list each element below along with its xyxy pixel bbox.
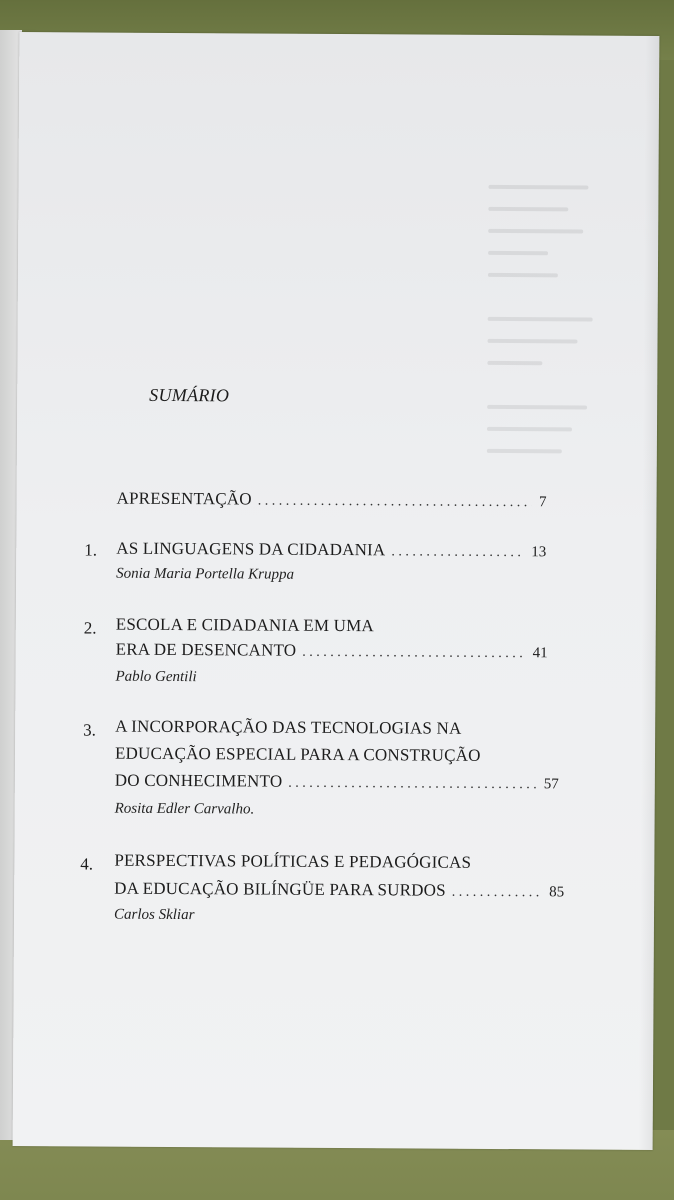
toc-entry-4	[114, 879, 564, 902]
toc-entry-title: APRESENTAÇÃO	[116, 488, 252, 509]
leader-dots	[391, 544, 523, 561]
leader-dots	[452, 885, 541, 902]
show-through-text	[486, 185, 598, 516]
toc-entry-title: DA EDUCAÇÃO BILÍNGÜE PARA SURDOS	[114, 878, 446, 900]
toc-entry-page: 85	[549, 884, 565, 901]
toc-entry-author: Carlos Skliar	[113, 906, 195, 924]
toc-entry-page: 7	[538, 494, 547, 511]
toc-entry-author: Pablo Gentili	[115, 668, 197, 686]
toc-entry-2	[116, 640, 548, 663]
toc-entry-number: 3.	[83, 720, 96, 740]
toc-heading: SUMÁRIO	[149, 384, 230, 406]
toc-entry-title-line: ESCOLA E CIDADANIA EM UMA	[115, 614, 374, 636]
toc-entry-author: Rosita Edler Carvalho.	[114, 800, 255, 818]
toc-entry-presentation	[116, 489, 546, 512]
toc-entry-author: Sonia Maria Portella Kruppa	[116, 565, 295, 583]
leader-dots	[302, 645, 524, 662]
toc-entry-page: 57	[543, 776, 559, 793]
leader-dots	[258, 494, 531, 512]
toc-entry-title-line: EDUCAÇÃO ESPECIAL PARA A CONSTRUÇÃO	[114, 743, 481, 765]
toc-entry-title: ERA DE DESENCANTO	[115, 639, 297, 660]
toc-entry-title-line: PERSPECTIVAS POLÍTICAS E PEDAGÓGICAS	[114, 850, 472, 872]
toc-entry-number: 1.	[84, 540, 98, 560]
toc-entry-page: 41	[532, 645, 548, 662]
toc-entry-page: 13	[531, 544, 547, 561]
toc-entry-title: DO CONHECIMENTO	[114, 770, 283, 791]
book-page	[13, 32, 660, 1150]
toc-entry-title: AS LINGUAGENS DA CIDADANIA	[116, 538, 386, 560]
toc-entry-title-line: A INCORPORAÇÃO DAS TECNOLOGIAS NA	[115, 716, 462, 738]
toc-entry-3	[115, 771, 559, 794]
toc-entry-number: 4.	[80, 854, 94, 874]
toc-entry-1	[116, 539, 546, 562]
leader-dots	[288, 776, 536, 794]
toc-entry-number: 2.	[83, 618, 97, 638]
